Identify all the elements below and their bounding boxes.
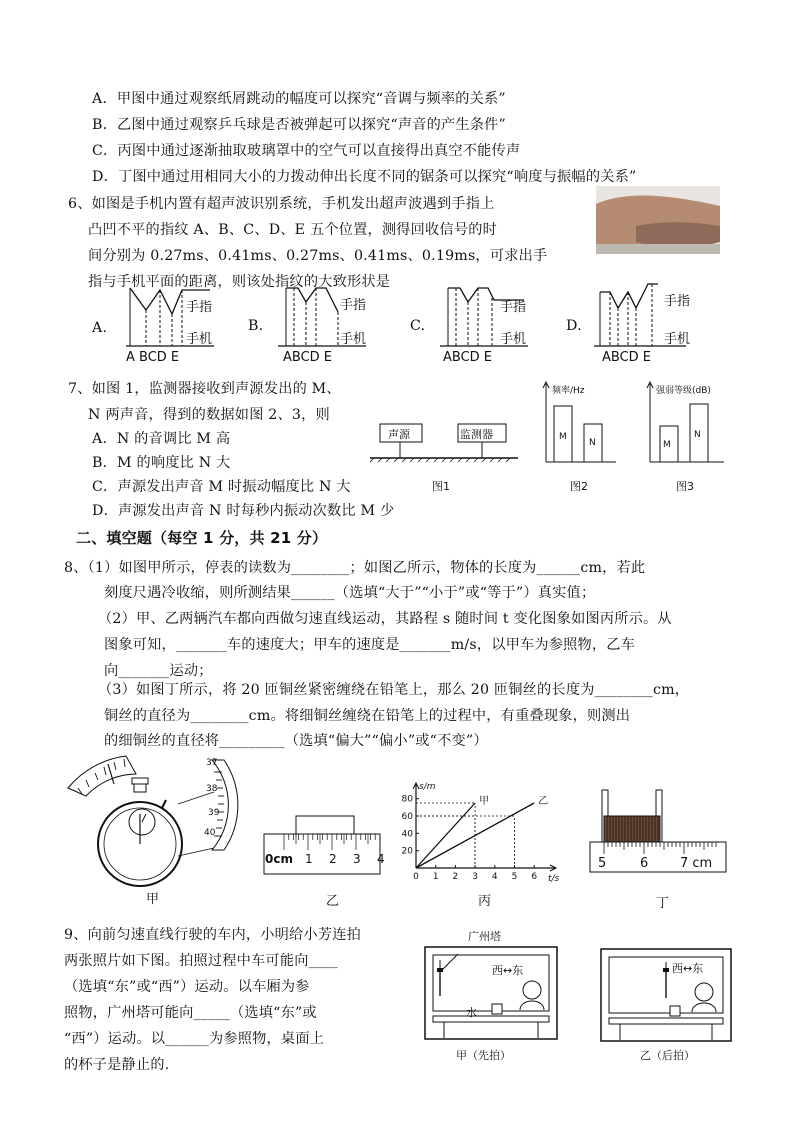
series-label-yi: 乙 bbox=[538, 796, 549, 807]
x-axis-label: t/s bbox=[548, 874, 560, 884]
tower-label: 广州塔 bbox=[468, 930, 501, 943]
stopwatch bbox=[62, 752, 248, 888]
q6-d-finger: 手指 bbox=[664, 294, 691, 309]
ruler-ding-label-5: 5 bbox=[598, 856, 607, 871]
caption-bing: 丙 bbox=[478, 894, 492, 909]
x-tick-label: 5 bbox=[511, 872, 518, 882]
y-axis-label: s/m bbox=[419, 782, 436, 792]
y-tick-label: 60 bbox=[401, 812, 413, 822]
photo-yi bbox=[600, 948, 732, 1042]
q8-line-5: 向_______运动； bbox=[104, 663, 213, 679]
q6-a-phone: 手机 bbox=[186, 332, 213, 347]
q6-a-points: A BCD E bbox=[126, 350, 180, 365]
q6-line-3: 间分别为 0.27ms、0.41ms、0.27ms、0.41ms、0.19ms，可求出手 bbox=[88, 248, 548, 264]
ruler-yi-label-0: 0cm bbox=[265, 852, 293, 866]
q6-b-phone: 手机 bbox=[340, 332, 367, 347]
q6-d-points: ABCD E bbox=[602, 350, 652, 365]
caption-jia: 甲 bbox=[146, 892, 160, 907]
stopwatch-scale-38: 38 bbox=[206, 784, 218, 794]
series-label-jia: 甲 bbox=[479, 796, 490, 807]
q8-line-4: 图象可知，_______车的速度大；甲车的速度是_______m/s，以甲车为参照物，乙车 bbox=[104, 637, 636, 653]
q9-line-1: 9、向前匀速直线行驶的车内，小明给小芳连拍 bbox=[64, 927, 361, 943]
q7-option-d: D．声源发出声音 N 时每秒内振动次数比 M 少 bbox=[92, 503, 395, 519]
q9-line-3: （选填“东”或“西”）运动。以车厢为参 bbox=[64, 979, 310, 995]
series-line-jia bbox=[416, 803, 475, 868]
caption-yi: 乙 bbox=[326, 894, 340, 909]
photo-jia-direction: 西↔东 bbox=[492, 964, 524, 977]
q6-option-b-letter: B. bbox=[248, 318, 264, 334]
x-tick-label: 6 bbox=[531, 872, 538, 882]
x-tick-label: 4 bbox=[491, 872, 498, 882]
q8-line-1: 8、（1）如图甲所示，停表的读数为________；如图乙所示，物体的长度为______cm，若此 bbox=[64, 560, 646, 576]
fig2-bar-n-label: N bbox=[589, 438, 596, 448]
fig1-caption: 图1 bbox=[432, 480, 450, 493]
q7-line-2: N 两声音，得到的数据如图 2、3，则 bbox=[88, 407, 330, 423]
q9-line-5: “西”）运动。以______为参照物，桌面上 bbox=[64, 1031, 325, 1047]
q6-line-4: 指与手机平面的距离，则该处指纹的大致形状是 bbox=[88, 274, 391, 290]
stopwatch-scale-40: 40 bbox=[204, 828, 216, 838]
fig1-source-label: 声源 bbox=[388, 428, 410, 441]
q8-line-3: （2）甲、乙两辆汽车都向西做匀速直线运动，其路程 s 随时间 t 变化图象如图丙所示。从 bbox=[98, 611, 672, 627]
ruler-yi-label-1: 1 bbox=[305, 852, 313, 866]
fig2-caption: 图2 bbox=[570, 480, 588, 493]
q6-c-points: ABCD E bbox=[443, 350, 493, 365]
q6-option-d-letter: D. bbox=[566, 318, 582, 334]
fig3-bar-m-label: M bbox=[663, 440, 671, 450]
x-tick-label: 1 bbox=[432, 872, 439, 882]
photo-jia bbox=[424, 946, 558, 1040]
q6-option-c-letter: C. bbox=[410, 318, 426, 334]
x-tick-label: 2 bbox=[452, 872, 459, 882]
q8-line-2: 刻度尺遇冷收缩，则所测结果______（选填“大于”“小于”或“等于”）真实值； bbox=[104, 585, 596, 601]
y-tick-label: 80 bbox=[401, 794, 413, 805]
q6-line-1: 6、如图是手机内置有超声波识别系统，手机发出超声波遇到手指上 bbox=[68, 196, 495, 212]
q9-line-4: 照物，广州塔可能向_____（选填“东”或 bbox=[64, 1005, 317, 1021]
q6-option-a-letter: A. bbox=[92, 320, 108, 336]
caption-photo-jia: 甲（先拍） bbox=[456, 1049, 511, 1062]
q5-option-d: D．丁图中通过用相同大小的力拨动伸出长度不同的锯条可以探究“响度与振幅的关系” bbox=[92, 169, 637, 185]
q8-line-8: 的细铜丝的直径将_________（选填“偏大”“偏小”或“不变”） bbox=[104, 733, 488, 749]
q7-line-1: 7、如图 1，监测器接收到声源发出的 M、 bbox=[68, 381, 341, 397]
q7-option-b: B．M 的响度比 N 大 bbox=[92, 455, 231, 471]
q7-option-c: C．声源发出声音 M 时振动幅度比 N 大 bbox=[92, 479, 351, 495]
caption-ding: 丁 bbox=[656, 896, 670, 911]
q6-line-2: 凸凹不平的指纹 A、B、C、D、E 五个位置，测得回收信号的时 bbox=[88, 222, 497, 238]
y-tick-label: 20 bbox=[401, 846, 413, 857]
q8-line-7: 铜丝的直径为________cm。将细铜丝缠绕在铅笔上的过程中，有重叠现象，则测出 bbox=[104, 708, 631, 724]
q5-option-b: B．乙图中通过观察乒乓球是否被弹起可以探究“声音的产生条件” bbox=[92, 117, 506, 133]
fig3-bar-n-label: N bbox=[694, 430, 701, 440]
ruler-ding-label-6: 6 bbox=[640, 856, 649, 871]
section-title: 二、填空题（每空 1 分，共 21 分） bbox=[76, 529, 328, 547]
water-label: 水 bbox=[466, 1006, 477, 1019]
fig2-bar-m-label: M bbox=[559, 432, 567, 442]
finger-photo bbox=[596, 186, 720, 254]
ruler-yi-label-4: 4 bbox=[377, 852, 385, 866]
y-tick-label: 40 bbox=[401, 829, 413, 840]
ruler-yi-label-3: 3 bbox=[353, 852, 361, 866]
fig1-monitor-label: 监测器 bbox=[460, 428, 493, 441]
q6-d-phone: 手机 bbox=[664, 332, 691, 347]
q5-option-c: C．丙图中通过逐渐抽取玻璃罩中的空气可以直接得出真空不能传声 bbox=[92, 143, 521, 159]
fig3-caption: 图3 bbox=[676, 480, 694, 493]
stopwatch-scale-39: 39 bbox=[208, 808, 220, 818]
stopwatch-scale-37: 37 bbox=[206, 758, 218, 768]
q8-line-6: （3）如图丁所示，将 20 匝铜丝紧密缠绕在铅笔上，那么 20 匝铜丝的长度为________cm， bbox=[98, 682, 690, 698]
caption-photo-yi: 乙（后拍） bbox=[640, 1049, 695, 1062]
q7-option-a: A．N 的音调比 M 高 bbox=[92, 431, 231, 447]
s-t-chart bbox=[388, 780, 562, 884]
ruler-yi-label-2: 2 bbox=[329, 852, 337, 866]
q9-line-6: 的杯子是静止的. bbox=[64, 1057, 170, 1073]
q6-c-finger: 手指 bbox=[500, 300, 527, 315]
q6-b-finger: 手指 bbox=[340, 298, 367, 313]
q9-line-2: 两张照片如下图。拍照过程中车可能向____ bbox=[64, 953, 338, 969]
x-tick-label: 3 bbox=[472, 872, 478, 882]
photo-yi-direction: 西↔东 bbox=[672, 962, 704, 975]
ruler-ding-label-7: 7 cm bbox=[680, 856, 713, 871]
q5-option-a: A．甲图中通过观察纸屑跳动的幅度可以探究“音调与频率的关系” bbox=[92, 91, 506, 107]
fig2-ylabel: 频率/Hz bbox=[552, 386, 585, 396]
fig3-ylabel: 强弱等级(dB) bbox=[656, 386, 711, 396]
x-tick-label: 0 bbox=[413, 872, 419, 882]
ruler-yi bbox=[262, 814, 384, 876]
q6-c-phone: 手机 bbox=[500, 332, 527, 347]
q6-a-finger: 手指 bbox=[186, 300, 213, 315]
q6-b-points: ABCD E bbox=[283, 350, 333, 365]
